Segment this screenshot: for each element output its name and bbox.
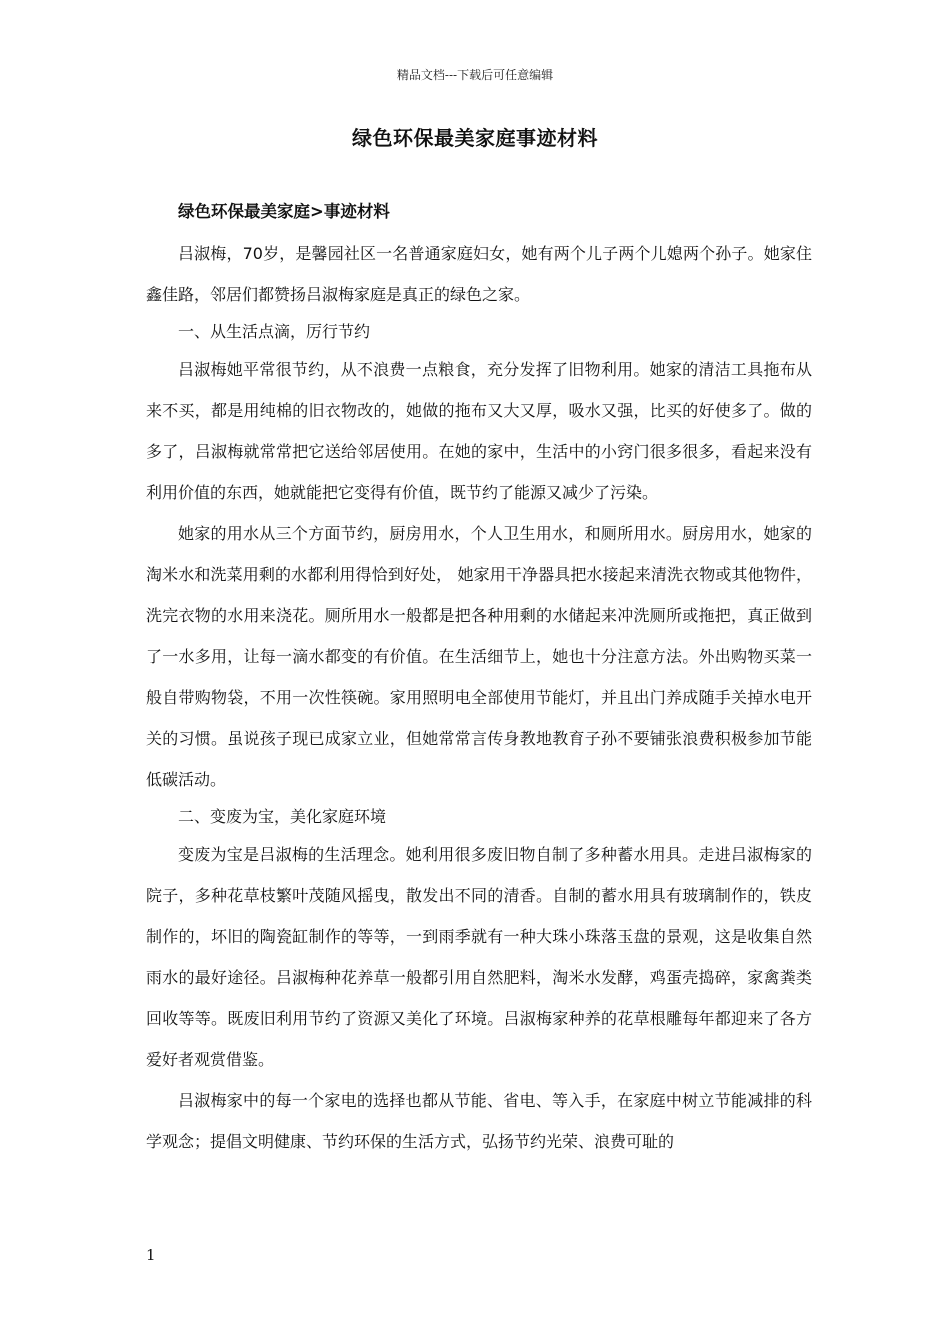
section-heading-1: 一、从生活点滴，厉行节约 [178,322,371,341]
document-body [146,196,812,1162]
paragraph-frugal-living: 吕淑梅她平常很节约，从不浪费一点粮食，充分发挥了旧物利用。她家的清洁工具拖布从来不买，都是用纯棉的旧衣物改的，她做的拖布又大又厚，吸水又强，比买的好使多了。做的多了，吕淑梅就常常把它送给邻居使用。在她的家中，生活中的小窍门很多很多，看起来没有利用价值的东西，她就能把它变得有价值，既节约了能源又减少了污染。 [146,360,812,502]
paragraph-intro: 吕淑梅，70岁，是馨园社区一名普通家庭妇女，她有两个儿子两个儿媳两个孙子。她家住鑫佳路，邻居们都赞扬吕淑梅家庭是真正的绿色之家。 [146,244,812,304]
paragraph-recycling: 变废为宝是吕淑梅的生活理念。她利用很多废旧物自制了多种蓄水用具。走进吕淑梅家的院子，多种花草枝繁叶茂随风摇曳，散发出不同的清香。自制的蓄水用具有玻璃制作的，铁皮制作的，坏旧的陶瓷缸制作的等等，一到雨季就有一种大珠小珠落玉盘的景观，这是收集自然雨水的最好途径。吕淑梅种花养草一般都引用自然肥料，淘米水发酵，鸡蛋壳捣碎，家禽粪类回收等等。既废旧利用节约了资源又美化了环境。吕淑梅家种养的花草根雕每年都迎来了各方爱好者观赏借鉴。 [146,845,812,1069]
page-number: 1 [146,1246,156,1264]
document-title: 绿色环保最美家庭事迹材料 [352,126,598,150]
document-subtitle: 绿色环保最美家庭>事迹材料 [178,202,390,221]
paragraph-appliances: 吕淑梅家中的每一个家电的选择也都从节能、省电、等入手，在家庭中树立节能减排的科学观念；提倡文明健康、节约环保的生活方式，弘扬节约光荣、浪费可耻的 [146,1091,812,1151]
header-note: 精品文档---下载后可任意编辑 [396,68,554,82]
paragraph-water-saving: 她家的用水从三个方面节约，厨房用水，个人卫生用水，和厕所用水。厨房用水，她家的淘米水和洗菜用剩的水都利用得恰到好处， 她家用干净器具把水接起来清洗衣物或其他物件，洗完衣物的水用来浇花。厕所用水一般都是把各种用剩的水储起来冲洗厕所或拖把，真正做到了一水多用，让每一滴水都变的有价值。在生活细节上，她也十分注意方法。外出购物买菜一般自带购物袋，不用一次性筷碗。家用照明电全部使用节能灯，并且出门养成随手关掉水电开关的习惯。虽说孩子现已成家立业，但她常常言传身教地教育子孙不要铺张浪费积极参加节能低碳活动。 [146,524,812,789]
section-heading-2: 二、变废为宝，美化家庭环境 [178,807,387,826]
